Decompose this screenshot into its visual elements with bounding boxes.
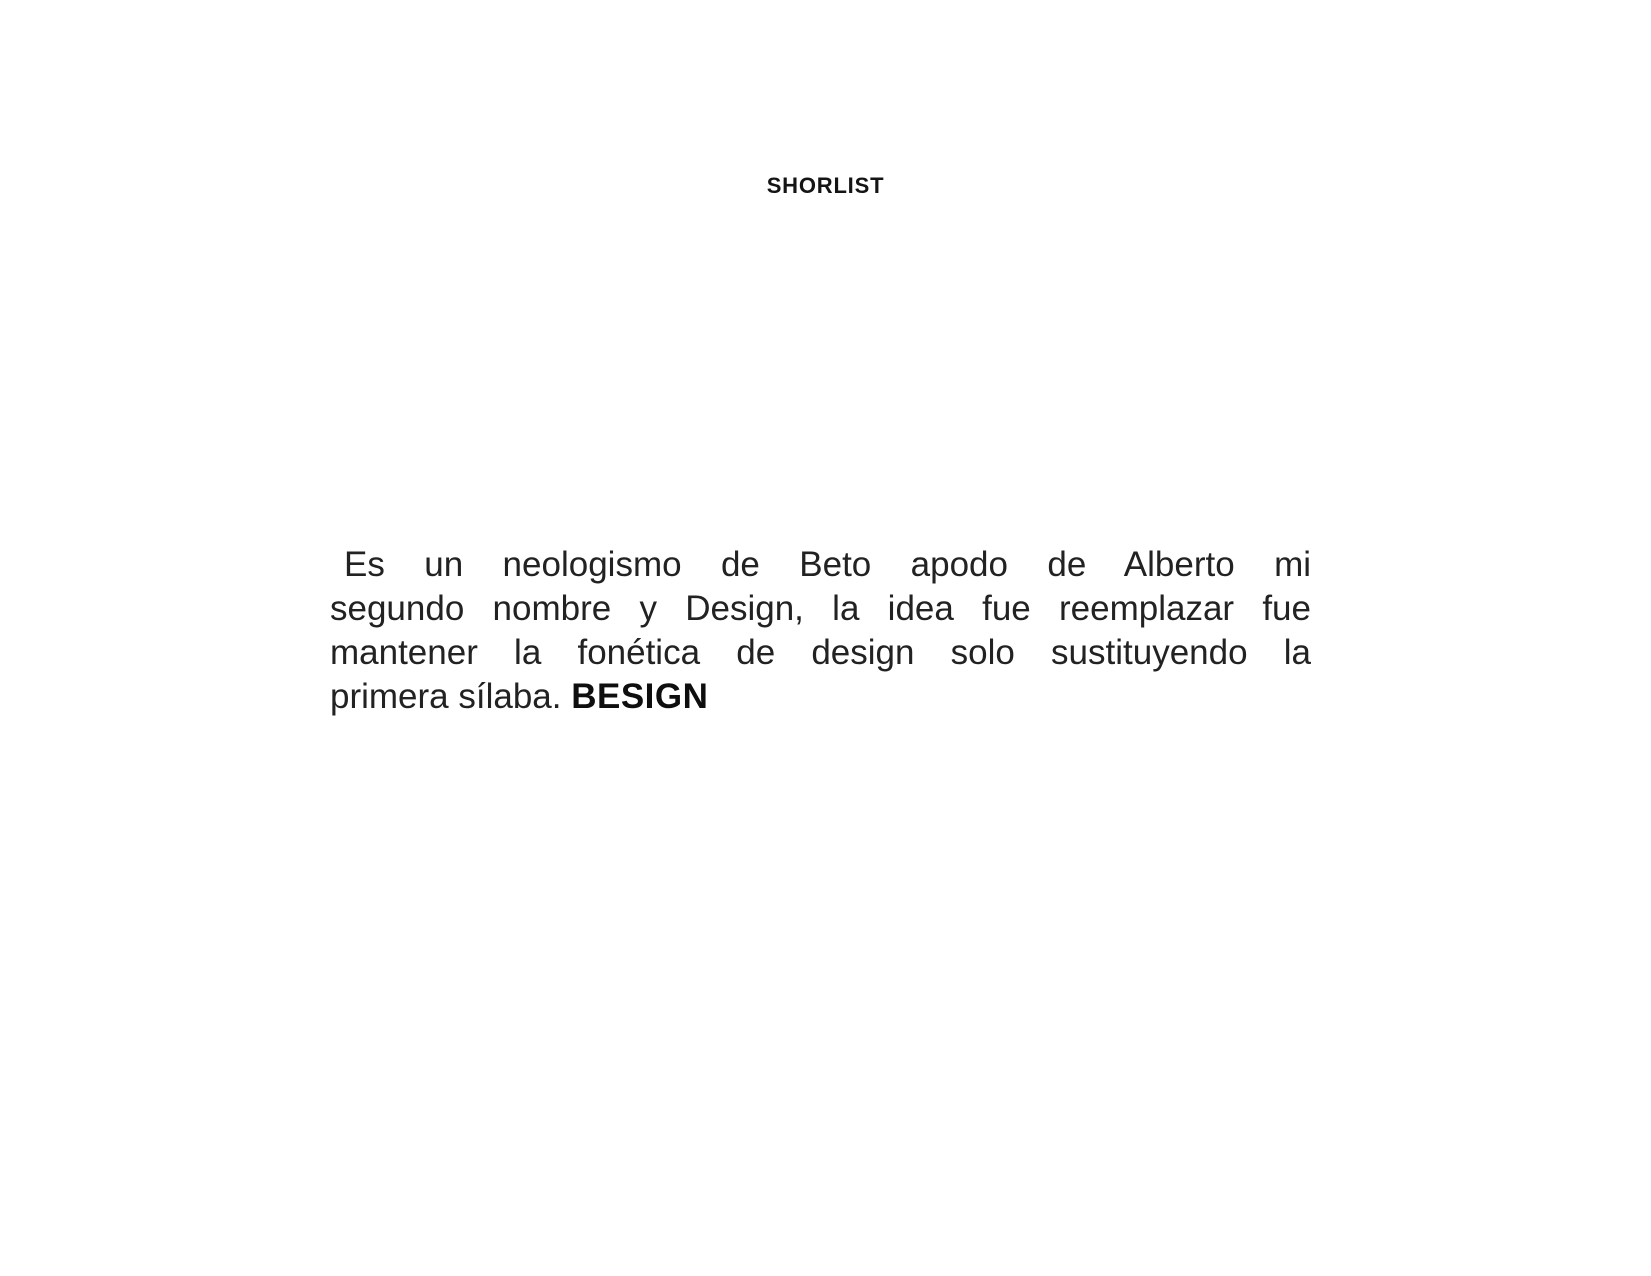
paragraph-line-4-lead: primera sílaba. [330, 677, 572, 716]
besign-wordmark: BESIGN [571, 677, 709, 716]
page-header [0, 174, 1651, 198]
brand-wordmark: SHORLIST [766, 173, 885, 198]
paragraph-line-1: Es un neologismo de Beto apodo de Alberto mi [344, 545, 1311, 584]
paragraph-line-3: mantener la fonética de design solo sustituyendo la [330, 633, 1311, 672]
paragraph-line-4 [330, 675, 1311, 719]
description-paragraph [330, 543, 1311, 719]
paragraph-line-2: segundo nombre y Design, la idea fue reemplazar fue [330, 589, 1311, 628]
